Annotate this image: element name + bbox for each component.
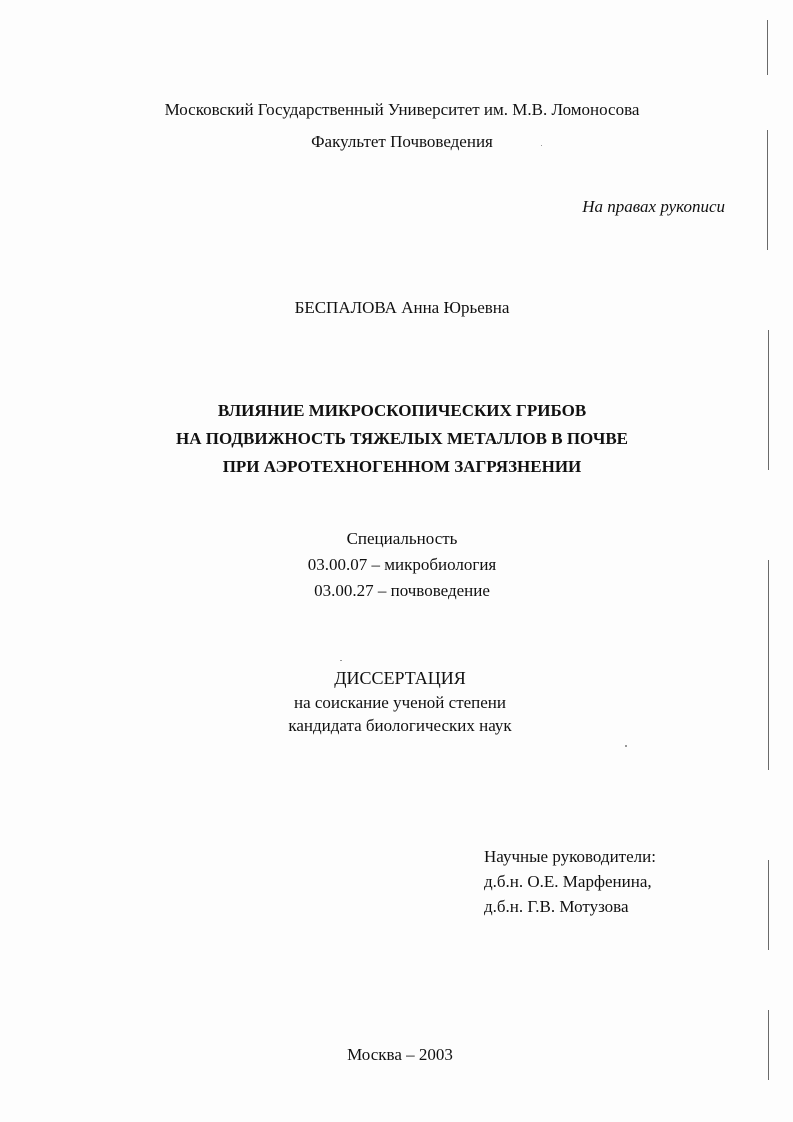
scan-speck bbox=[541, 145, 542, 146]
dissertation-purpose-line-1: на соискание ученой степени bbox=[293, 693, 507, 712]
specialty-item: 03.00.27 – почвоведение bbox=[314, 581, 490, 600]
scan-edge-mark bbox=[768, 1010, 769, 1080]
university-name: Московский Государственный Университет им. М.В. Ломоносова bbox=[164, 100, 640, 119]
supervisor-name: д.б.н. Г.В. Мотузова bbox=[484, 897, 629, 916]
scan-edge-mark bbox=[767, 20, 768, 75]
dissertation-type: ДИССЕРТАЦИЯ bbox=[334, 668, 466, 688]
manuscript-note: На правах рукописи bbox=[582, 197, 725, 216]
specialty-label: Специальность bbox=[346, 529, 458, 548]
scan-edge-mark bbox=[767, 130, 768, 250]
supervisors-block bbox=[484, 844, 656, 919]
thesis-title-line-1: ВЛИЯНИЕ МИКРОСКОПИЧЕСКИХ ГРИБОВ bbox=[217, 401, 587, 420]
supervisors-label: Научные руководители: bbox=[484, 847, 656, 866]
dissertation-purpose-line-2: кандидата биологических наук bbox=[288, 716, 512, 735]
thesis-title-line-2: НА ПОДВИЖНОСТЬ ТЯЖЕЛЫХ МЕТАЛЛОВ В ПОЧВЕ bbox=[175, 429, 629, 448]
supervisor-name: д.б.н. О.Е. Марфенина, bbox=[484, 872, 652, 891]
author-name: БЕСПАЛОВА Анна Юрьевна bbox=[294, 298, 510, 317]
specialty-item: 03.00.07 – микробиология bbox=[307, 555, 497, 574]
scan-edge-mark bbox=[768, 560, 769, 770]
scan-speck bbox=[625, 745, 627, 747]
city-year: Москва – 2003 bbox=[347, 1045, 453, 1064]
thesis-title-line-3: ПРИ АЭРОТЕХНОГЕННОМ ЗАГРЯЗНЕНИИ bbox=[222, 457, 582, 476]
faculty-name: Факультет Почвоведения bbox=[311, 132, 493, 151]
scan-speck bbox=[340, 660, 342, 661]
scan-edge-mark bbox=[768, 860, 769, 950]
scan-edge-mark bbox=[768, 330, 769, 470]
